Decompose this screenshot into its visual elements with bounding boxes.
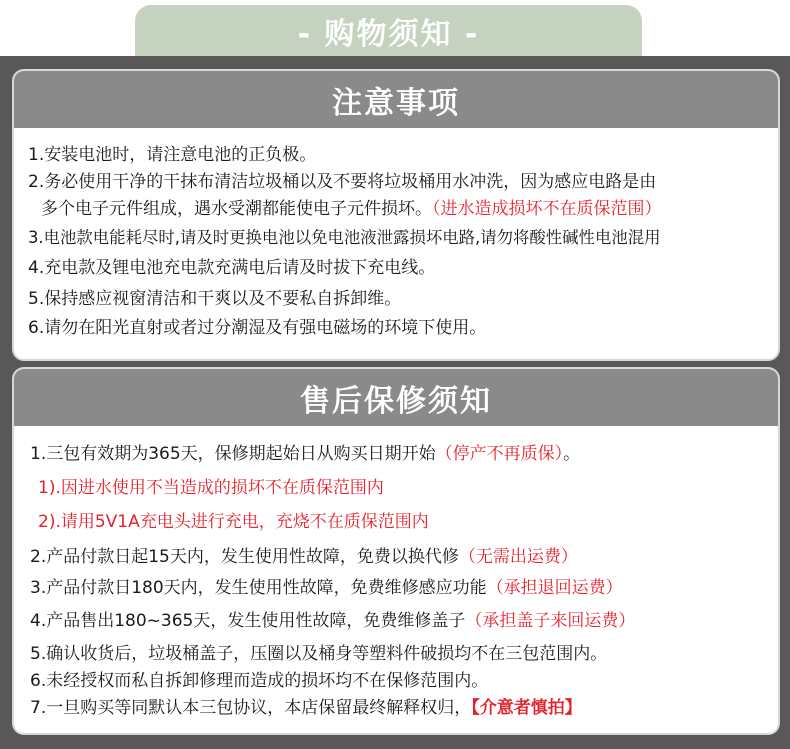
notice-line-text: 1.安装电池时，请注意电池的正负极。 — [28, 145, 317, 165]
notice-line-text: 4.充电款及锂电池充电款充满电后请及时拔下充电线。 — [28, 258, 436, 278]
warranty-title: 售后保修须知 — [14, 369, 778, 426]
notice-line — [28, 291, 401, 308]
warranty-line — [38, 514, 429, 531]
warranty-line-note: （承担盖子来回运费） — [465, 611, 636, 631]
warranty-line-text: 4.产品售出180~365天，发生使用性故障，免费维修盖子 — [30, 611, 466, 631]
warranty-line-text: 7.一旦购买等同默认本三包协议，本店保留最终解释权归， — [30, 698, 472, 718]
warranty-line — [38, 480, 384, 497]
warranty-line-text: 1.三包有效期为365天，保修期起始日从购买日期开始 — [30, 444, 436, 464]
notice-line — [41, 201, 662, 218]
warranty-line-note: 2).请用5V1A充电头进行充电，充烧不在质保范围内 — [38, 512, 429, 532]
banner-title: - 购物须知 - — [135, 5, 642, 56]
notice-line-text: 多个电子元件组成，遇水受潮都能使电子元件损坏。 — [41, 199, 432, 219]
notice-line-note: （进水造成损坏不在质保范围） — [432, 199, 662, 219]
notice-line — [28, 174, 656, 191]
warranty-line-note: 1).因进水使用不当造成的损坏不在质保范围内 — [38, 478, 384, 498]
notice-line — [28, 260, 435, 277]
notice-title: 注意事项 — [14, 71, 778, 128]
notice-line-text: 3.电池款电能耗尽时,请及时更换电池以免电池液泄露损坏电路,请勿将酸性碱性电池混用 — [28, 228, 661, 247]
notice-card — [12, 69, 780, 361]
warranty-line-text: 6.未经授权而私自拆卸修理而造成的损坏均不在保修范围内。 — [30, 671, 489, 691]
warranty-line-tail: 。 — [563, 444, 581, 464]
warranty-line-text: 5.确认收货后，垃圾桶盖子，压圈以及桶身等塑料件破损均不在三包范围内。 — [30, 644, 608, 664]
warranty-line — [30, 446, 580, 463]
warranty-line-note: （承担退回运费） — [486, 578, 623, 598]
notice-line-text: 5.保持感应视窗清洁和干爽以及不要私自拆卸维。 — [28, 289, 402, 309]
warranty-line — [30, 580, 623, 597]
warranty-line — [30, 646, 607, 663]
warranty-line-note: （停产不再质保） — [435, 444, 564, 464]
warranty-line — [30, 673, 488, 690]
notice-line — [28, 147, 316, 164]
warranty-line-text: 3.产品付款日180天内，发生使用性故障，免费维修感应功能 — [30, 578, 487, 598]
warranty-line-note: （无需出运费） — [458, 547, 578, 567]
warranty-line — [30, 549, 578, 566]
notice-line-text: 6.请勿在阳光直射或者过分潮湿及有强电磁场的环境下使用。 — [28, 318, 487, 338]
warranty-line-text: 2.产品付款日起15天内，发生使用性故障，免费以换代修 — [30, 547, 459, 567]
warranty-line — [30, 613, 635, 630]
notice-line — [28, 320, 486, 337]
warranty-line-note: 【介意者慎拍】 — [471, 698, 582, 718]
warranty-line — [30, 700, 582, 717]
notice-line-text: 2.务必使用干净的干抹布清洁垃圾桶以及不要将垃圾桶用水冲洗，因为感应电路是由 — [28, 172, 657, 192]
notice-line — [28, 230, 661, 246]
warranty-card — [12, 367, 780, 735]
